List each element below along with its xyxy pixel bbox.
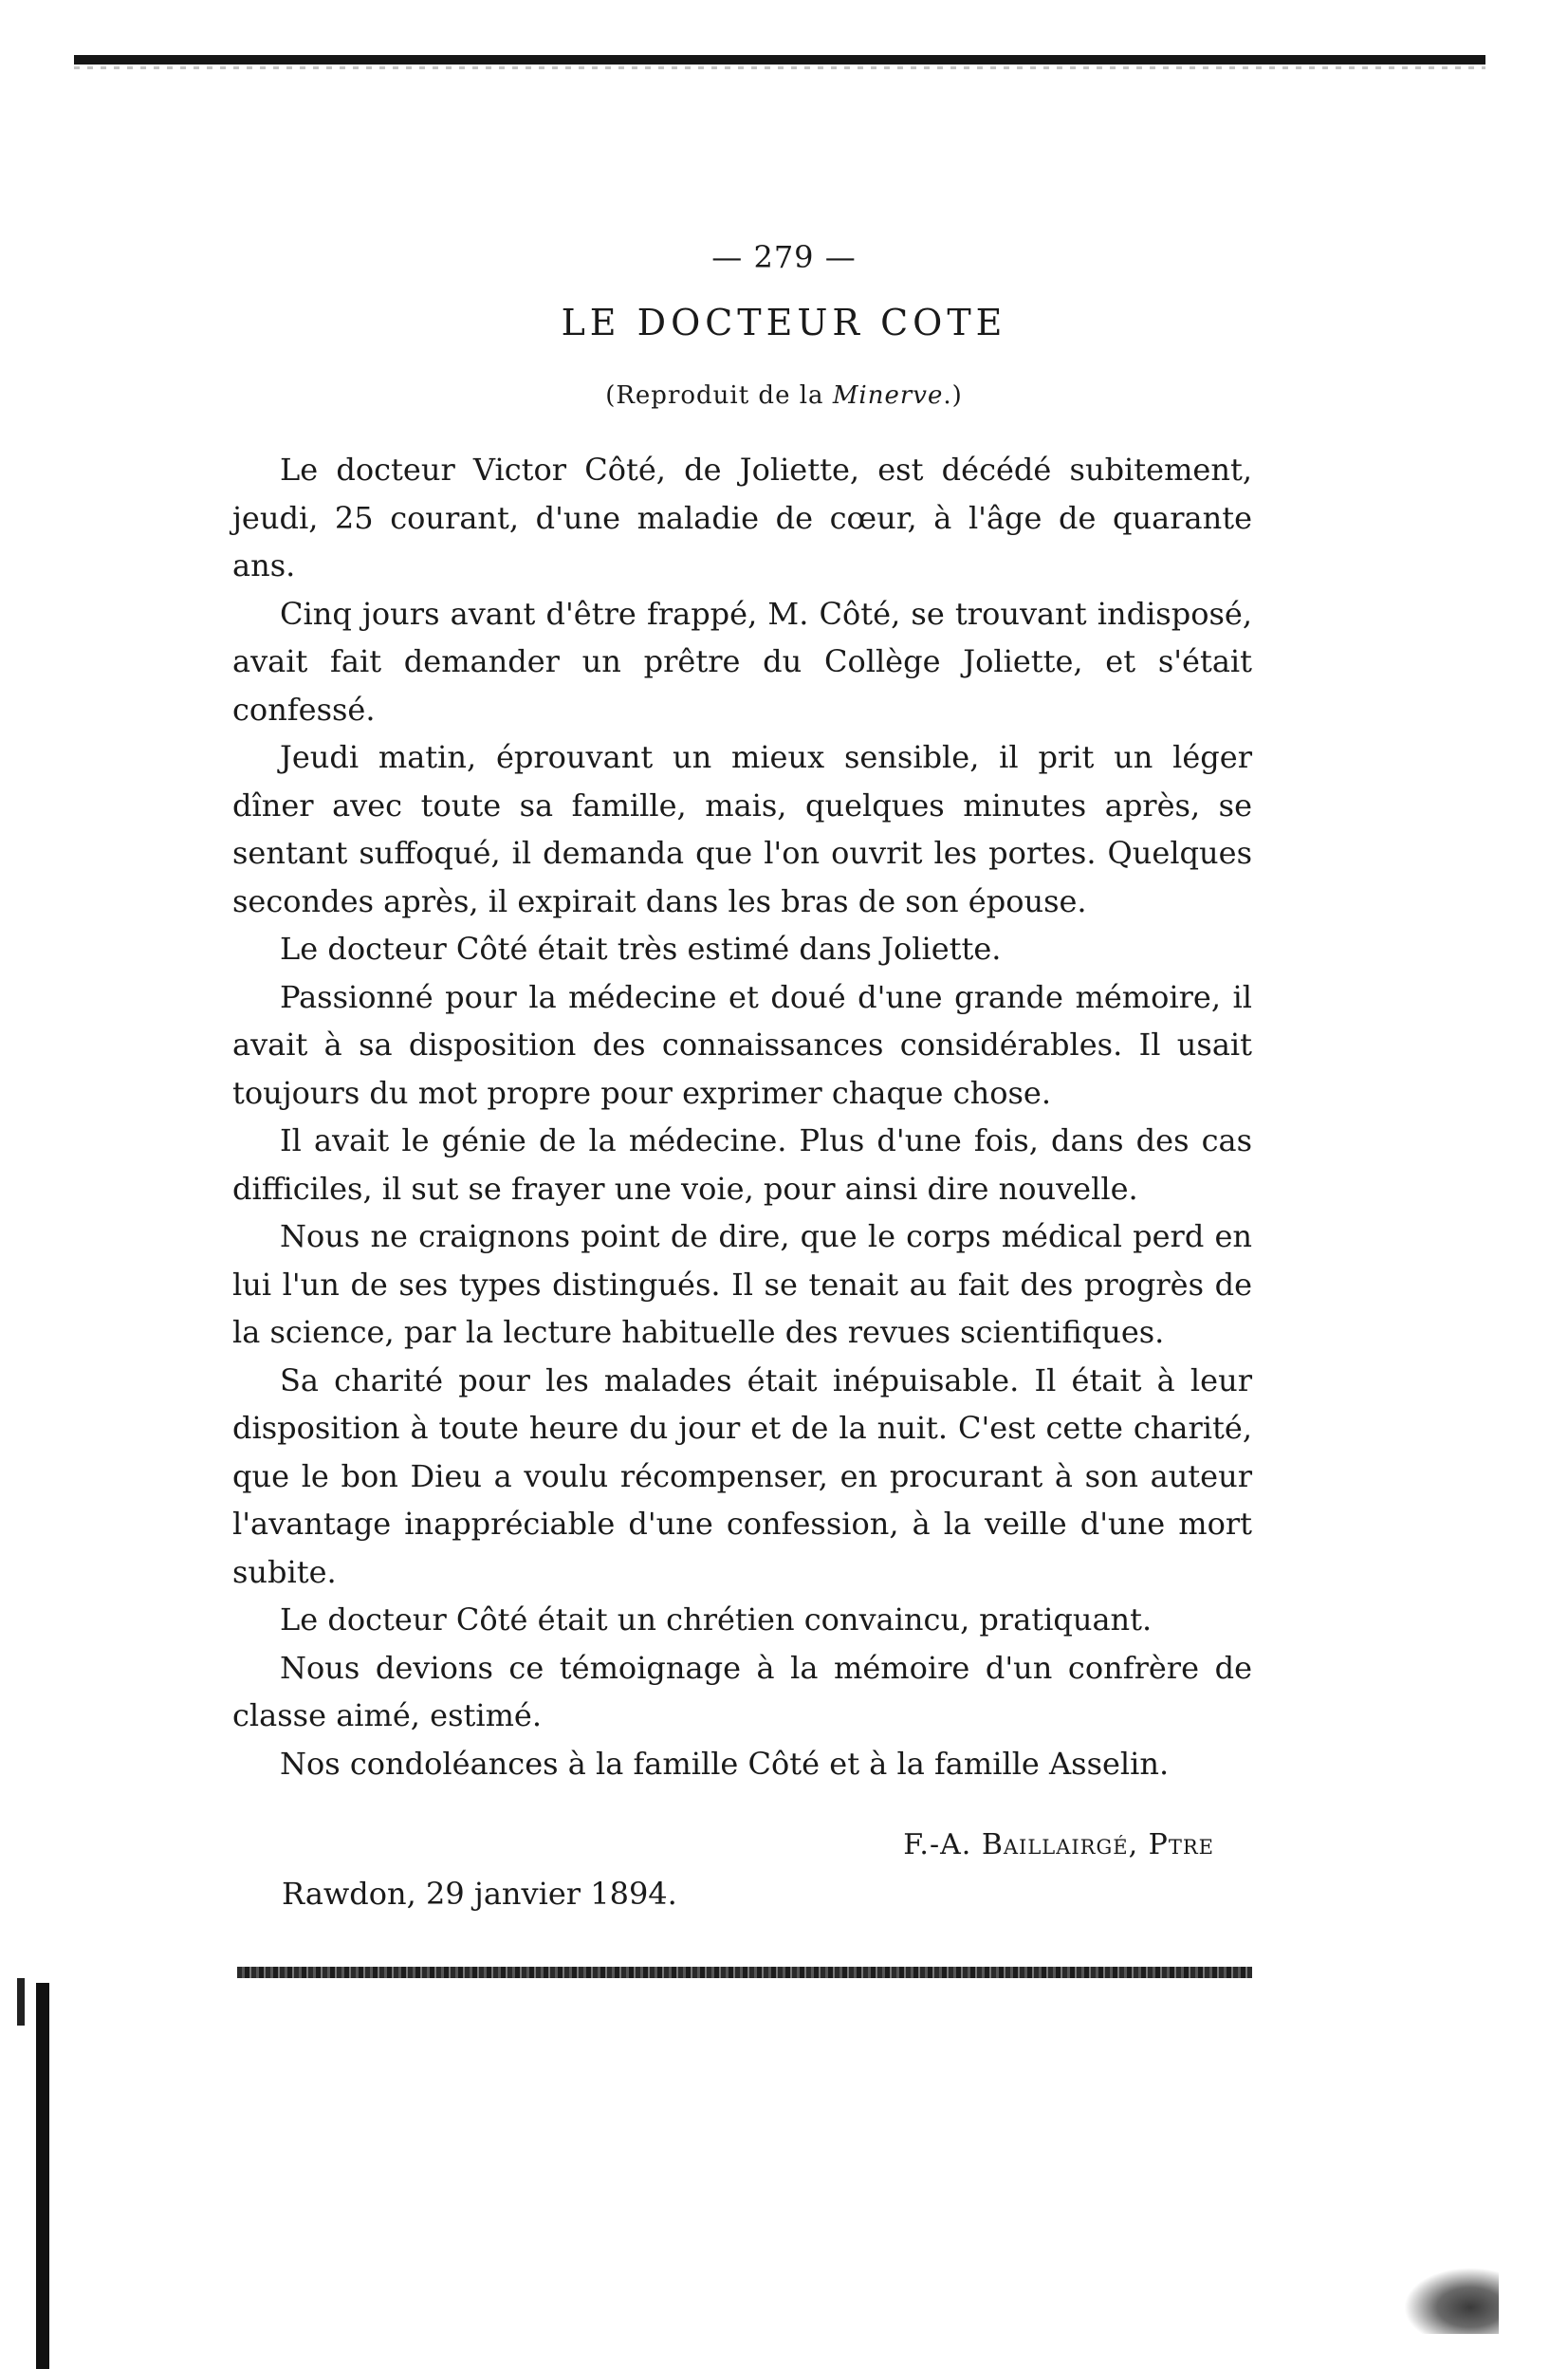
paragraph: Le docteur Victor Côté, de Joliette, est décédé subitement, jeudi, 25 courant, d'une maladie de cœur, à l'âge de quarante ans. — [232, 452, 1252, 583]
scan-smudge — [1404, 2267, 1499, 2334]
bottom-rule — [237, 1967, 1252, 1978]
article-subtitle — [0, 381, 1568, 410]
paragraph: Sa charité pour les malades était inépuisable. Il était à leur disposition à toute heure du jour et de la nuit. C'est cette charité, que le bon Dieu a voulu récompenser, en procurant à son auteur l'avantage inappréciable d'une confession, à la veille d'une mort subite. — [232, 1361, 1252, 1590]
signature — [232, 1828, 1214, 1861]
paragraph: Nos condoléances à la famille Côté et à la famille Asselin. — [280, 1745, 1170, 1782]
top-rule — [74, 55, 1485, 65]
paragraph: Nous devions ce témoignage à la mémoire d'un confrère de classe aimé, estimé. — [232, 1649, 1252, 1733]
scan-edge-fragment — [17, 1978, 25, 2026]
subtitle-prefix: (Reproduit de la — [605, 381, 833, 410]
paragraph: Il avait le génie de la médecine. Plus d'une fois, dans des cas difficiles, il sut se frayer une voie, pour ainsi dire nouvelle. — [232, 1122, 1252, 1207]
article-title: LE DOCTEUR COTE — [561, 302, 1007, 343]
top-rule-shadow — [74, 66, 1485, 69]
paragraph: Le docteur Côté était un chrétien convaincu, pratiquant. — [280, 1601, 1153, 1638]
paragraph: Le docteur Côté était très estimé dans Joliette. — [280, 931, 1002, 967]
page-number: — 279 — — [711, 239, 857, 275]
paragraph: Jeudi matin, éprouvant un mieux sensible, il prit un léger dîner avec toute sa famille, mais, quelques minutes après, se sentant suffoqué, il demanda que l'on ouvrit les portes. Quelques secondes après, il expirait dans les bras de son épouse. — [232, 739, 1252, 919]
subtitle-suffix: .) — [943, 381, 963, 410]
paragraph: Nous ne craignons point de dire, que le corps médical perd en lui l'un de ses types distingués. Il se tenait au fait des progrès de la science, par la lecture habituelle des revues scientifiques. — [232, 1218, 1252, 1350]
dateline: Rawdon, 29 janvier 1894. — [282, 1876, 677, 1912]
subtitle-source: Minerve — [832, 381, 944, 410]
paragraph: Cinq jours avant d'être frappé, M. Côté, se trouvant indisposé, avait fait demander un prêtre du Collège Joliette, et s'était confessé. — [232, 595, 1252, 728]
signature-text: F.-A. Baillairgé, Ptre — [903, 1828, 1214, 1861]
scan-edge-bar — [36, 1983, 49, 2369]
article-body — [232, 446, 1252, 1787]
paragraph: Passionné pour la médecine et doué d'une grande mémoire, il avait à sa disposition des connaissances considérables. Il usait toujours du mot propre pour exprimer chaque chose. — [232, 978, 1252, 1111]
